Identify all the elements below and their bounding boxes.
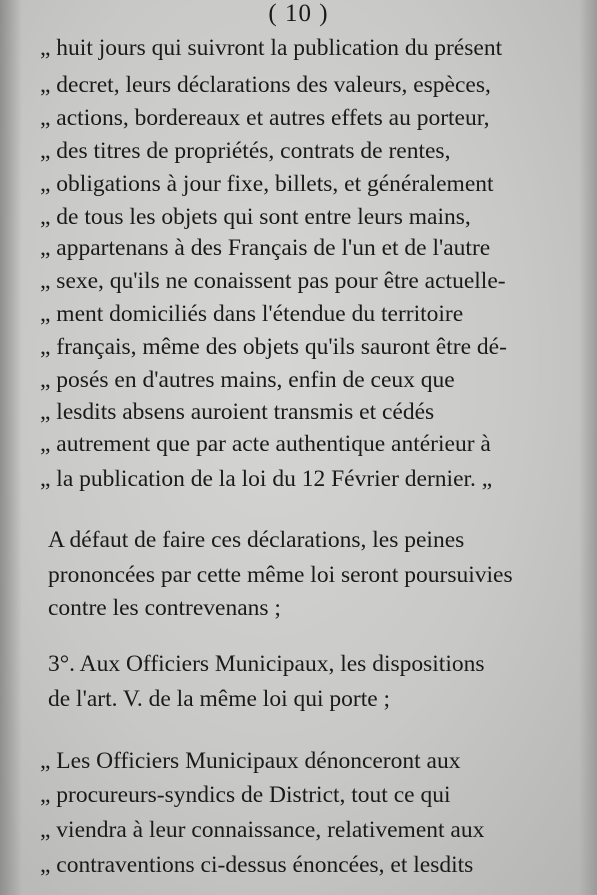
text-line: „ sexe, qu'ils ne conaissent pas pour être actuelle- xyxy=(40,268,506,294)
text-line: „ huit jours qui suivront la publication du présent xyxy=(40,35,503,61)
text-line: „ viendra à leur connaissance, relativement aux xyxy=(40,817,485,843)
text-line: „ appartenans à des Français de l'un et de l'autre xyxy=(40,235,491,261)
text-line: „ actions, bordereaux et autres effets au porteur, xyxy=(40,105,490,131)
text-line: „ Les Officiers Municipaux dénonceront aux xyxy=(40,748,461,774)
text-line: „ des titres de propriétés, contrats de rentes, xyxy=(40,138,451,164)
text-line: „ ment domiciliés dans l'étendue du territoire xyxy=(40,301,464,327)
text-line: „ français, même des objets qu'ils sauront être dé- xyxy=(40,334,507,360)
text-line: „ lesdits absens auroient transmis et cédés xyxy=(40,399,435,425)
text-line: „ la publication de la loi du 12 Février dernier. „ xyxy=(40,466,493,492)
text-line: „ decret, leurs déclarations des valeurs, espèces, xyxy=(40,72,491,98)
text-line: contre les contrevenans ; xyxy=(48,595,281,621)
text-line: prononcées par cette même loi seront poursuivies xyxy=(48,562,513,588)
text-line: „ obligations à jour fixe, billets, et généralement xyxy=(40,171,494,197)
text-line: de l'art. V. de la même loi qui porte ; xyxy=(48,686,391,712)
text-line: „ posés en d'autres mains, enfin de ceux que xyxy=(40,367,455,393)
text-line: 3°. Aux Officiers Municipaux, les dispositions xyxy=(48,651,485,677)
text-line: „ de tous les objets qui sont entre leurs mains, xyxy=(40,204,471,230)
text-line: „ contraventions ci-dessus énoncées, et lesdits xyxy=(40,852,474,878)
text-line: „ autrement que par acte authentique antérieur à xyxy=(40,431,491,457)
text-line: A défaut de faire ces déclarations, les peines xyxy=(48,527,465,553)
text-line: „ procureurs-syndics de District, tout ce qui xyxy=(40,782,451,808)
page-number: ( 10 ) xyxy=(268,0,329,27)
